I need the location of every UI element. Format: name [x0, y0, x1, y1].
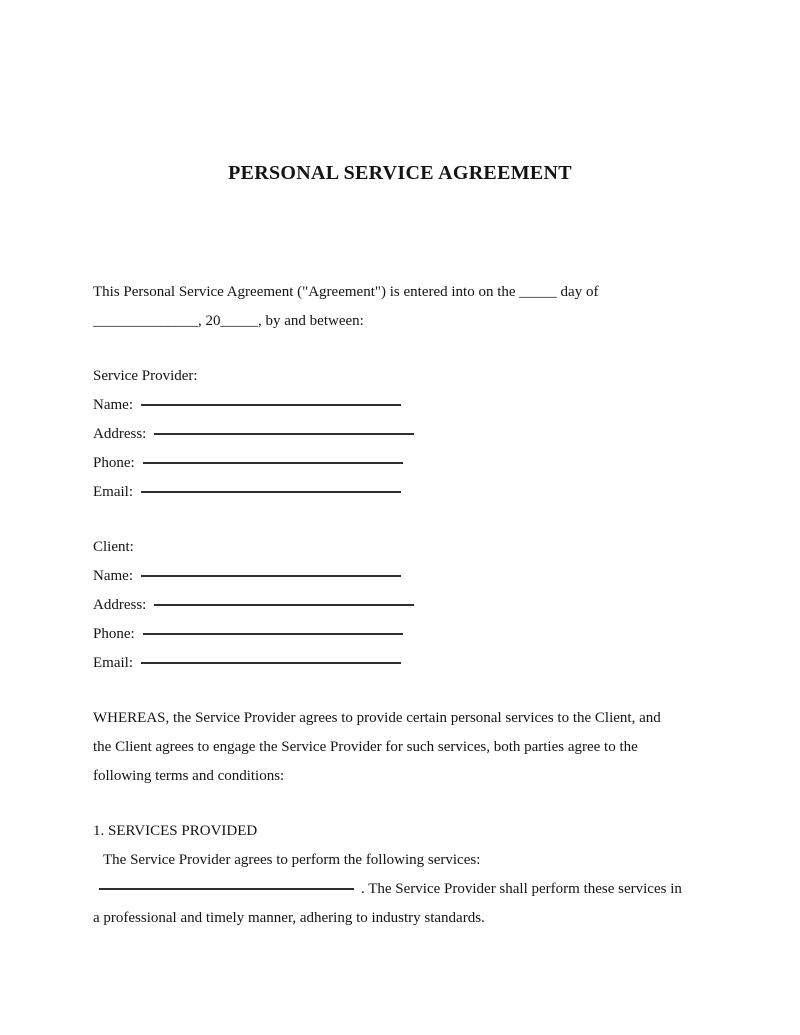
provider-address-blank	[154, 421, 414, 435]
client-section	[93, 533, 707, 678]
provider-email-blank	[141, 479, 401, 493]
client-address-row	[93, 591, 707, 620]
provider-email-label: Email:	[93, 484, 133, 500]
document-title: PERSONAL SERVICE AGREEMENT	[228, 162, 572, 184]
client-phone-blank	[143, 621, 403, 635]
services-provided-section	[93, 817, 707, 933]
provider-email-row	[93, 478, 707, 507]
services-closing-line: a professional and timely manner, adhering to industry standards.	[93, 910, 485, 926]
whereas-paragraph	[93, 704, 707, 791]
whereas-line-1: WHEREAS, the Service Provider agrees to provide certain personal services to the Client, and	[93, 710, 661, 726]
client-phone-row	[93, 620, 707, 649]
provider-address-row	[93, 420, 707, 449]
client-address-blank	[154, 592, 414, 606]
client-name-blank	[141, 563, 401, 577]
service-provider-heading: Service Provider:	[93, 368, 198, 384]
client-name-label: Name:	[93, 568, 133, 584]
service-provider-section	[93, 362, 707, 507]
services-provided-intro: The Service Provider agrees to perform the following services:	[103, 852, 481, 868]
provider-phone-row	[93, 449, 707, 478]
client-phone-label: Phone:	[93, 626, 135, 642]
client-name-row	[93, 562, 707, 591]
services-provided-heading: 1. SERVICES PROVIDED	[93, 823, 258, 839]
whereas-line-3: following terms and conditions:	[93, 768, 285, 784]
intro-line-2: ______________, 20_____, by and between:	[93, 313, 364, 329]
provider-phone-blank	[143, 450, 403, 464]
provider-name-label: Name:	[93, 397, 133, 413]
client-email-label: Email:	[93, 655, 133, 671]
client-email-blank	[141, 650, 401, 664]
provider-name-row	[93, 391, 707, 420]
client-heading: Client:	[93, 539, 134, 555]
client-email-row	[93, 649, 707, 678]
whereas-line-2: the Client agrees to engage the Service Provider for such services, both parties agree to the	[93, 739, 638, 755]
services-after-blank-text: . The Service Provider shall perform these services in	[361, 881, 682, 897]
client-address-label: Address:	[93, 597, 147, 613]
services-blank-row	[93, 875, 707, 904]
intro-line-1: This Personal Service Agreement ("Agreement") is entered into on the _____ day of	[93, 284, 599, 300]
provider-address-label: Address:	[93, 426, 147, 442]
provider-phone-label: Phone:	[93, 455, 135, 471]
provider-name-blank	[141, 392, 401, 406]
intro-paragraph	[93, 278, 707, 336]
services-description-blank	[99, 876, 354, 890]
